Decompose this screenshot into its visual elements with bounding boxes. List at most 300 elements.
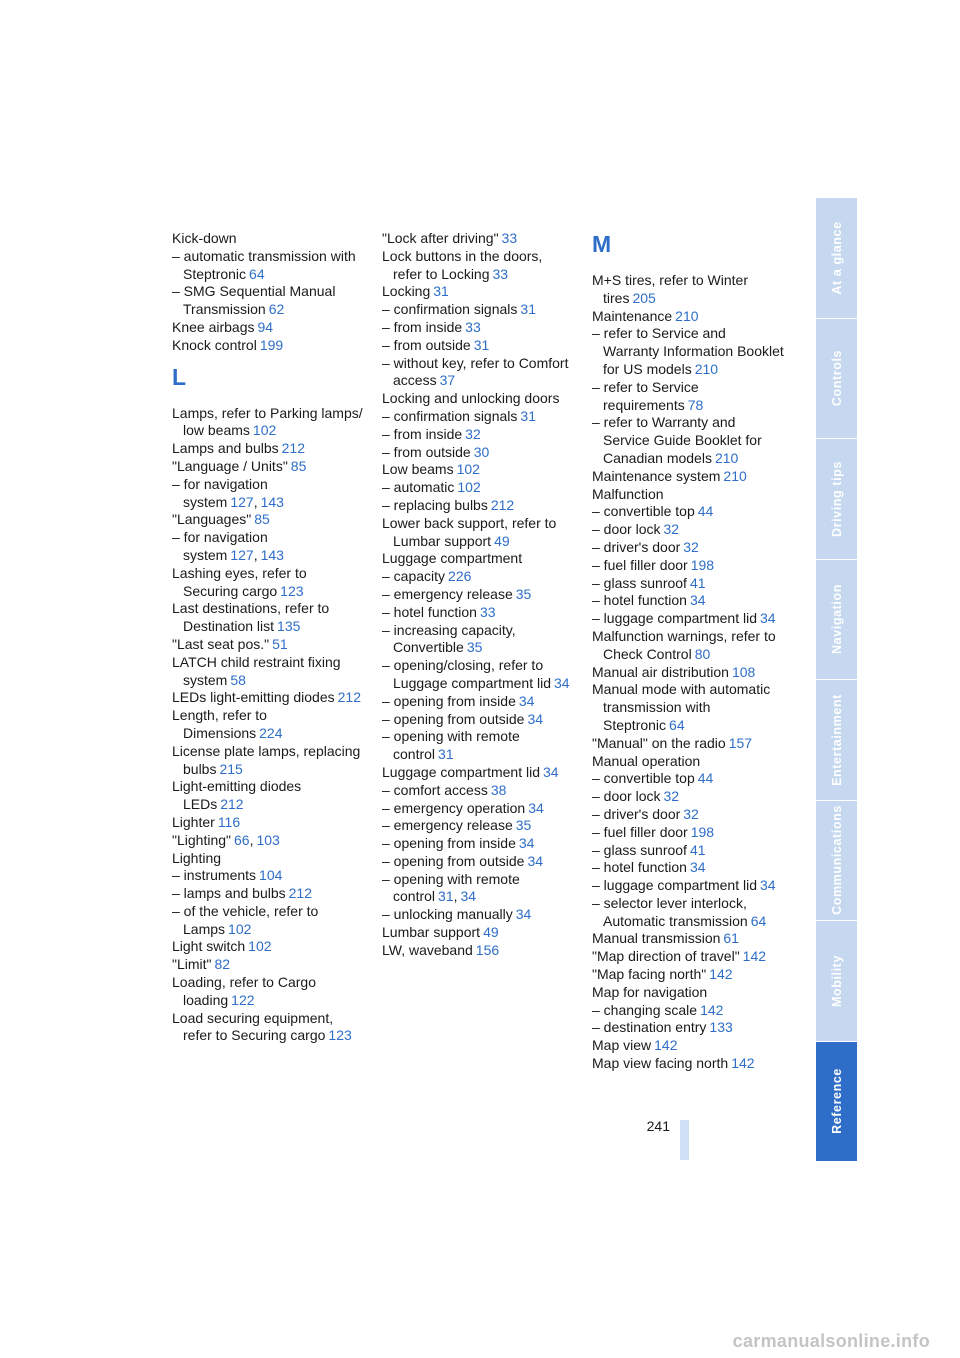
entry-term: Manual air distribution xyxy=(592,663,729,680)
page-link[interactable]: 35 xyxy=(515,585,532,602)
page-link[interactable]: 142 xyxy=(731,1055,755,1072)
page-link[interactable]: 127 xyxy=(230,546,254,563)
entry-term: – replacing bulbs xyxy=(382,496,488,513)
page-link[interactable]: 212 xyxy=(337,689,361,706)
entry-term: – for navigation system xyxy=(172,529,268,563)
entry-term: Malfunction xyxy=(592,485,664,502)
tab-at-a-glance[interactable] xyxy=(816,198,857,319)
page-link[interactable]: 212 xyxy=(281,440,305,457)
entry-term: – without key, refer to Comfort access xyxy=(382,354,569,389)
tab-label: Entertainment xyxy=(829,693,844,786)
entry-term: Lighting xyxy=(172,849,222,866)
index-entry xyxy=(382,461,574,479)
tab-label: Mobility xyxy=(829,954,844,1007)
page-link[interactable]: 33 xyxy=(479,603,496,620)
page-link[interactable]: 41 xyxy=(689,841,706,858)
page-link[interactable]: 34 xyxy=(528,799,544,816)
entry-term: – opening from inside xyxy=(382,692,516,709)
index-entry xyxy=(172,636,364,654)
index-entry xyxy=(172,440,364,458)
page-link[interactable]: 41 xyxy=(689,574,706,591)
page-link[interactable]: 38 xyxy=(490,781,507,798)
index-entry xyxy=(382,728,574,764)
entry-term: "Limit" xyxy=(172,956,212,973)
page-link[interactable]: 34 xyxy=(518,692,535,709)
page-link[interactable]: 49 xyxy=(494,532,510,549)
page-link[interactable]: 103 xyxy=(256,831,280,848)
entry-term: – emergency release xyxy=(382,585,513,602)
section-letter: M xyxy=(592,231,612,257)
entry-term: – selector lever interlock, Automatic transmission xyxy=(592,894,748,929)
index-entry xyxy=(382,301,574,319)
tab-communications[interactable] xyxy=(816,801,857,922)
index-entry xyxy=(172,938,364,956)
index-entry xyxy=(592,486,784,504)
entry-term: Light switch xyxy=(172,938,246,955)
entry-term: – glass sunroof xyxy=(592,574,687,591)
page-separator: , xyxy=(453,888,458,905)
section-letter: L xyxy=(172,363,187,390)
entry-term: – automatic xyxy=(382,479,455,496)
page-link[interactable]: 102 xyxy=(456,461,480,478)
page-link[interactable]: 66 xyxy=(233,831,250,848)
page-link[interactable]: 212 xyxy=(288,885,312,902)
entry-term: Lamps, refer to Parking lamps/ low beams xyxy=(172,404,363,439)
entry-term: – confirmation signals xyxy=(382,301,518,318)
entry-term: Maintenance system xyxy=(592,467,721,484)
index-column-1 xyxy=(172,230,364,1045)
entry-term: "Map facing north" xyxy=(592,966,707,983)
entry-term: – emergency operation xyxy=(382,799,526,816)
entry-term: M+S tires, refer to Winter tires xyxy=(592,272,748,306)
entry-term: – luggage compartment lid xyxy=(592,877,757,894)
page-link[interactable]: 142 xyxy=(700,1001,724,1018)
page-link[interactable]: 82 xyxy=(214,956,231,973)
page-link[interactable]: 32 xyxy=(683,805,699,822)
index-column-3 xyxy=(592,230,784,1073)
index-entry xyxy=(382,657,574,693)
index-entry xyxy=(172,458,364,476)
index-entry xyxy=(172,1010,364,1046)
index-entry xyxy=(592,1037,784,1055)
entry-term: "Language / Units" xyxy=(172,457,288,474)
index-entry xyxy=(172,832,364,850)
page-link[interactable]: 215 xyxy=(219,760,243,777)
index-entry xyxy=(592,468,784,486)
page-link[interactable]: 210 xyxy=(723,467,747,484)
entry-term: – unlocking manually xyxy=(382,906,513,923)
index-entry xyxy=(172,405,364,441)
entry-term: "Last seat pos." xyxy=(172,635,270,652)
page-link[interactable]: 34 xyxy=(518,835,535,852)
entry-term: – opening with remote control xyxy=(382,728,520,763)
entry-term: – hotel function xyxy=(592,859,687,876)
page-link[interactable]: 198 xyxy=(690,556,715,573)
section-tabs xyxy=(816,198,857,1162)
page-link[interactable]: 142 xyxy=(742,948,767,965)
index-entry xyxy=(592,272,784,308)
index-entry xyxy=(592,539,784,557)
entry-term: – from outside xyxy=(382,336,471,353)
page-link[interactable]: 34 xyxy=(527,710,544,727)
index-entry xyxy=(172,689,364,707)
page-separator: , xyxy=(253,546,258,563)
page-link[interactable]: 108 xyxy=(731,663,756,680)
page-link[interactable]: 32 xyxy=(663,788,680,805)
index-entry xyxy=(382,764,574,782)
entry-term: Lighter xyxy=(172,813,215,830)
entry-term: – luggage compartment lid xyxy=(592,610,757,627)
page-link[interactable]: 205 xyxy=(632,289,656,306)
entry-term: Manual operation xyxy=(592,752,701,769)
entry-term: Map view facing north xyxy=(592,1055,729,1072)
entry-term: "Lighting" xyxy=(172,831,231,848)
entry-term: Lock buttons in the doors, refer to Locking xyxy=(382,247,543,282)
tab-label: Communications xyxy=(829,805,844,916)
index-entry xyxy=(172,600,364,636)
entry-term: Lashing eyes, refer to Securing cargo xyxy=(172,564,307,599)
page-link[interactable]: 78 xyxy=(687,396,704,413)
index-entry xyxy=(172,778,364,814)
page-link[interactable]: 116 xyxy=(217,813,241,830)
page-link[interactable]: 51 xyxy=(272,635,288,652)
entry-term: Loading, refer to Cargo loading xyxy=(172,974,316,1008)
page-link[interactable]: 31 xyxy=(473,336,490,353)
entry-term: LATCH child restraint fixing system xyxy=(172,653,341,688)
page-link[interactable]: 34 xyxy=(760,610,776,627)
page-link[interactable]: 31 xyxy=(520,407,536,424)
entry-term: – confirmation signals xyxy=(382,407,518,424)
entry-term: – from inside xyxy=(382,425,463,442)
entry-term: – lamps and bulbs xyxy=(172,885,286,902)
index-entry xyxy=(382,711,574,729)
index-entry xyxy=(382,390,574,408)
entry-term: "Manual" on the radio xyxy=(592,734,726,751)
index-entry xyxy=(592,842,784,860)
page-link[interactable]: 104 xyxy=(259,867,283,884)
page-link[interactable]: 123 xyxy=(328,1027,352,1044)
page-link[interactable]: 127 xyxy=(230,493,254,510)
index-entry xyxy=(382,604,574,622)
page-link[interactable]: 34 xyxy=(760,877,776,894)
index-entry xyxy=(382,248,574,284)
index-entry xyxy=(382,408,574,426)
index-entry xyxy=(382,550,574,568)
entry-term: Lumbar support xyxy=(382,924,481,941)
index-entry xyxy=(172,707,364,743)
tab-reference[interactable] xyxy=(816,1042,857,1163)
entry-term: – opening from outside xyxy=(382,710,525,727)
index-entry xyxy=(382,817,574,835)
page-link[interactable]: 199 xyxy=(259,336,284,353)
entry-term: "Languages" xyxy=(172,511,252,528)
index-entry xyxy=(382,568,574,586)
entry-term: – from outside xyxy=(382,443,471,460)
index-entry xyxy=(382,782,574,800)
page-link[interactable]: 102 xyxy=(457,479,481,496)
tab-driving-tips[interactable] xyxy=(816,439,857,560)
tab-label: At a glance xyxy=(829,221,844,295)
index-entry xyxy=(592,681,784,734)
index-entry xyxy=(382,355,574,391)
entry-term: – fuel filler door xyxy=(592,556,688,573)
index-entry xyxy=(592,521,784,539)
index-entry xyxy=(382,497,574,515)
index-entry xyxy=(592,877,784,895)
index-entry xyxy=(592,859,784,877)
page-link[interactable]: 142 xyxy=(709,966,733,983)
page-link[interactable]: 212 xyxy=(220,796,244,813)
entry-term: – emergency release xyxy=(382,817,513,834)
page-link[interactable]: 102 xyxy=(248,938,272,955)
page-link[interactable]: 210 xyxy=(694,360,719,377)
page-link[interactable]: 58 xyxy=(230,671,246,688)
index-entry xyxy=(172,283,364,319)
tab-entertainment[interactable] xyxy=(816,680,857,801)
entry-term: – hotel function xyxy=(382,603,477,620)
index-entry xyxy=(592,966,784,984)
entry-term: Length, refer to Dimensions xyxy=(172,707,267,741)
entry-term: Lower back support, refer to Lumbar support xyxy=(382,514,557,549)
page-link[interactable]: 85 xyxy=(290,457,307,474)
entry-term: – refer to Service and Warranty Information Booklet for US models xyxy=(592,325,784,377)
index-entry xyxy=(172,974,364,1010)
page-link[interactable]: 210 xyxy=(714,449,739,466)
index-entry xyxy=(172,476,364,512)
page-link[interactable]: 135 xyxy=(277,618,301,635)
entry-term: – driver's door xyxy=(592,538,681,555)
index-entry xyxy=(592,1019,784,1037)
index-entry xyxy=(592,753,784,771)
tab-label: Navigation xyxy=(829,584,844,655)
entry-term: – automatic transmission with Steptronic xyxy=(172,247,356,282)
index-entry xyxy=(172,867,364,885)
index-column-2 xyxy=(382,230,574,960)
index-entry xyxy=(172,956,364,974)
index-entry xyxy=(592,308,784,326)
index-entry xyxy=(172,319,364,337)
entry-term: – destination entry xyxy=(592,1019,707,1036)
index-entry xyxy=(592,575,784,593)
index-entry xyxy=(382,942,574,960)
index-entry xyxy=(382,853,574,871)
page-link[interactable]: 64 xyxy=(249,265,265,282)
entry-term: Locking and unlocking doors xyxy=(382,390,560,407)
page-link[interactable]: 85 xyxy=(254,511,270,528)
page-link[interactable]: 64 xyxy=(669,716,685,733)
page-link[interactable]: 32 xyxy=(683,538,699,555)
index-entry xyxy=(172,511,364,529)
page-link[interactable]: 31 xyxy=(438,746,454,763)
entry-term: Locking xyxy=(382,283,431,300)
index-entry xyxy=(592,1002,784,1020)
entry-term: Maintenance xyxy=(592,307,673,324)
entry-term: LW, waveband xyxy=(382,941,473,958)
page-link[interactable]: 210 xyxy=(675,307,699,324)
entry-term: – comfort access xyxy=(382,781,488,798)
index-entry xyxy=(382,800,574,818)
page-link[interactable]: 37 xyxy=(439,372,456,389)
entry-term: – glass sunroof xyxy=(592,841,687,858)
tab-label: Driving tips xyxy=(829,460,844,537)
page-link[interactable]: 156 xyxy=(475,941,500,958)
entry-term: Lamps and bulbs xyxy=(172,440,279,457)
index-entry xyxy=(382,693,574,711)
index-entry xyxy=(592,735,784,753)
index-entry xyxy=(172,337,364,355)
index-entry xyxy=(382,906,574,924)
page-link[interactable]: 143 xyxy=(260,546,284,563)
entry-term: – fuel filler door xyxy=(592,823,688,840)
entry-term: Light-emitting diodes LEDs xyxy=(172,778,302,813)
entry-term: Luggage compartment lid xyxy=(382,763,540,780)
index-entry xyxy=(592,414,784,467)
page-link[interactable]: 34 xyxy=(527,852,544,869)
index-entry xyxy=(382,230,574,248)
page-link[interactable]: 32 xyxy=(465,425,481,442)
entry-term: – opening with remote control xyxy=(382,870,520,905)
index-entry xyxy=(382,871,574,907)
index-entry xyxy=(592,610,784,628)
index-entry xyxy=(382,622,574,658)
index-entry xyxy=(592,325,784,378)
page-link[interactable]: 44 xyxy=(697,770,714,787)
entry-term: Low beams xyxy=(382,461,454,478)
entry-term: Map for navigation xyxy=(592,983,708,1000)
entry-term: – from inside xyxy=(382,318,463,335)
index-entry xyxy=(592,379,784,415)
page-link[interactable]: 44 xyxy=(697,503,714,520)
page-link[interactable]: 94 xyxy=(257,318,274,335)
page-link[interactable]: 143 xyxy=(260,493,284,510)
entry-term: – opening from outside xyxy=(382,852,525,869)
tab-mobility[interactable] xyxy=(816,921,857,1042)
entry-term: Last destinations, refer to Destination list xyxy=(172,600,330,635)
page-link[interactable]: 31 xyxy=(438,888,454,905)
index-entry xyxy=(382,319,574,337)
tab-navigation[interactable] xyxy=(816,560,857,681)
page-link[interactable]: 34 xyxy=(689,592,706,609)
entry-term: Manual mode with automatic transmission with Steptronic xyxy=(592,681,771,733)
index-entry xyxy=(172,654,364,690)
entry-term: – opening/closing, refer to Luggage compartment lid xyxy=(382,657,551,691)
entry-term: Manual transmission xyxy=(592,930,721,947)
watermark: carmanualsonline.info xyxy=(732,1331,930,1351)
index-entry xyxy=(592,824,784,842)
page-link[interactable]: 62 xyxy=(268,301,285,318)
index-entry xyxy=(172,529,364,565)
page-link[interactable]: 122 xyxy=(231,991,255,1008)
index-entry xyxy=(382,479,574,497)
index-entry xyxy=(592,984,784,1002)
page-link[interactable]: 226 xyxy=(448,568,472,585)
page-separator: , xyxy=(253,493,258,510)
page-link[interactable]: 32 xyxy=(663,521,680,538)
page-link[interactable]: 123 xyxy=(280,582,304,599)
index-entry xyxy=(382,924,574,942)
page-link[interactable]: 102 xyxy=(252,422,277,439)
index-entry xyxy=(382,835,574,853)
index-entry xyxy=(172,814,364,832)
tab-controls[interactable] xyxy=(816,319,857,440)
index-entry xyxy=(592,806,784,824)
index-entry xyxy=(382,515,574,551)
tab-label: Reference xyxy=(829,1068,844,1135)
page-link[interactable]: 31 xyxy=(433,283,449,300)
page-link[interactable]: 34 xyxy=(460,888,477,905)
page-link[interactable]: 35 xyxy=(466,639,483,656)
entry-term: Kick-down xyxy=(172,230,237,246)
page-link[interactable]: 157 xyxy=(728,734,753,751)
page-link[interactable]: 31 xyxy=(520,301,536,318)
entry-term: – door lock xyxy=(592,521,661,538)
page-link[interactable]: 198 xyxy=(690,823,715,840)
page-link[interactable]: 33 xyxy=(465,318,481,335)
index-entry xyxy=(172,850,364,868)
page-number-bar xyxy=(680,1120,689,1160)
entry-term: – refer to Service requirements xyxy=(592,378,699,413)
page-link[interactable]: 34 xyxy=(515,906,532,923)
entry-term: – of the vehicle, refer to Lamps xyxy=(172,902,319,937)
index-entry xyxy=(172,565,364,601)
index-entry xyxy=(172,248,364,284)
page-link[interactable]: 212 xyxy=(490,496,515,513)
page-link[interactable]: 224 xyxy=(259,724,283,741)
entry-term: – changing scale xyxy=(592,1001,698,1018)
index-entry xyxy=(592,948,784,966)
index-entry xyxy=(592,664,784,682)
index-entry xyxy=(592,788,784,806)
index-entry xyxy=(172,230,364,248)
page-link[interactable]: 34 xyxy=(543,763,559,780)
page-link[interactable]: 102 xyxy=(228,920,252,937)
entry-term: – door lock xyxy=(592,788,661,805)
page-link[interactable]: 49 xyxy=(483,924,499,941)
entry-term: – increasing capacity, Convertible xyxy=(382,621,516,656)
entry-term: – refer to Warranty and Service Guide Booklet for Canadian models xyxy=(592,414,762,466)
page-link[interactable]: 35 xyxy=(515,817,532,834)
entry-term: – capacity xyxy=(382,568,446,585)
entry-term: – opening from inside xyxy=(382,835,516,852)
entry-term: Knock control xyxy=(172,336,257,353)
index-entry xyxy=(592,557,784,575)
page-link[interactable]: 30 xyxy=(473,443,490,460)
page-link[interactable]: 64 xyxy=(750,912,767,929)
page-link[interactable]: 80 xyxy=(694,645,711,662)
index-entry xyxy=(382,337,574,355)
entry-term: – driver's door xyxy=(592,805,681,822)
entry-term: – convertible top xyxy=(592,770,695,787)
index-entry xyxy=(172,743,364,779)
entry-term: Load securing equipment, refer to Securing cargo xyxy=(172,1009,334,1044)
page-link[interactable]: 34 xyxy=(554,674,570,691)
page-link[interactable]: 33 xyxy=(492,265,509,282)
page-link[interactable]: 133 xyxy=(709,1019,733,1036)
page-link[interactable]: 33 xyxy=(501,230,518,246)
page-link[interactable]: 34 xyxy=(689,859,706,876)
index-entry xyxy=(172,885,364,903)
index-entry xyxy=(592,895,784,931)
page-link[interactable]: 61 xyxy=(723,930,739,947)
index-entry xyxy=(592,592,784,610)
entry-term: – for navigation system xyxy=(172,475,268,510)
entry-term: – instruments xyxy=(172,867,257,884)
entry-term: – SMG Sequential Manual Transmission xyxy=(172,283,336,318)
index-entry xyxy=(592,628,784,664)
page-link[interactable]: 142 xyxy=(654,1037,678,1054)
index-entry xyxy=(592,930,784,948)
entry-term: "Map direction of travel" xyxy=(592,948,740,965)
